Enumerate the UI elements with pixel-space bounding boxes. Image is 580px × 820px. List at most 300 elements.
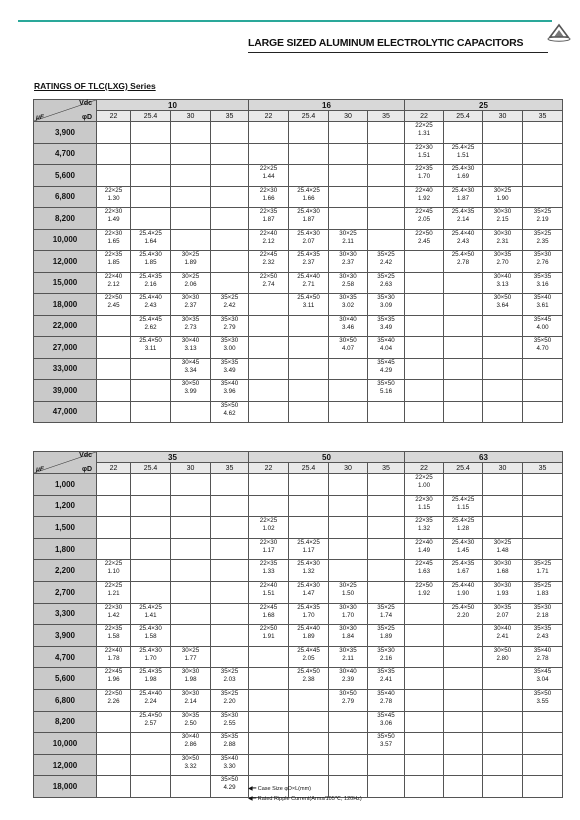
table-row (34, 143, 563, 165)
case-size: 22×45 (104, 668, 123, 676)
case-size: 30×50 (339, 689, 357, 697)
capacitance-cell: 8,200 (34, 208, 97, 230)
rating-cell (405, 294, 444, 316)
rating-cell (329, 581, 368, 603)
rating-cell (289, 474, 329, 496)
rating-cell (249, 380, 289, 402)
rating-cell (483, 251, 523, 273)
rating-cell (329, 625, 368, 647)
ripple-current: 1.21 (107, 589, 120, 597)
rating-cell (444, 646, 483, 668)
rating-cell (405, 711, 444, 733)
case-size: 22×50 (259, 625, 278, 633)
ripple-current: 3.02 (341, 302, 355, 309)
capacitance-cell: 6,800 (34, 689, 97, 711)
table-row (34, 538, 563, 560)
rating-cell (249, 208, 289, 230)
ripple-current: 1.41 (144, 611, 157, 619)
ripple-current: 1.64 (144, 237, 157, 245)
case-size: 30×40 (339, 315, 357, 323)
rating-cell (171, 251, 211, 273)
rating-cell (97, 315, 131, 337)
case-size: 30×25 (181, 251, 200, 258)
case-size: 30×30 (181, 294, 200, 301)
case-size: 25.4×40 (139, 689, 162, 697)
rating-cell (523, 337, 563, 359)
diameter-header: 35 (523, 111, 563, 122)
rating-cell (97, 625, 131, 647)
ripple-current: 1.51 (456, 151, 470, 159)
rating-cell (171, 668, 211, 690)
rating-cell (289, 186, 329, 208)
rating-cell (405, 186, 444, 208)
rating-cell (405, 337, 444, 359)
diameter-header: 25.4 (131, 463, 171, 474)
ripple-current: 1.58 (144, 633, 157, 641)
case-size: 35×35 (533, 625, 552, 633)
rating-cell (289, 337, 329, 359)
rating-cell (211, 401, 249, 423)
rating-cell (97, 229, 131, 251)
ripple-current: 2.80 (496, 654, 509, 662)
ripple-current: 2.74 (262, 280, 275, 288)
case-size: 22×45 (259, 603, 278, 611)
rating-cell (444, 733, 483, 755)
ripple-current: 2.37 (302, 259, 315, 266)
case-size: 25.4×30 (139, 625, 162, 633)
case-size: 35×25 (377, 603, 395, 611)
capacitance-cell: 12,000 (34, 251, 97, 273)
rating-cell (405, 122, 444, 144)
ripple-current: 2.14 (184, 697, 197, 705)
case-size: 35×30 (220, 315, 239, 323)
ripple-current: 1.31 (417, 130, 431, 137)
ripple-current: 3.16 (536, 280, 549, 288)
rating-cell (289, 165, 329, 187)
case-size: 22×45 (415, 560, 433, 568)
table-row (34, 208, 563, 230)
case-size: 22×40 (415, 538, 433, 546)
voltage-header: 63 (405, 452, 563, 463)
case-size: 35×25 (377, 251, 395, 258)
rating-cell (329, 560, 368, 582)
ripple-current: 1.92 (417, 194, 431, 202)
rating-cell (97, 733, 131, 755)
case-size: 35×30 (533, 603, 552, 611)
rating-cell (97, 603, 131, 625)
rating-cell (405, 251, 444, 273)
diameter-header: 22 (249, 463, 289, 474)
rating-cell (131, 733, 171, 755)
rating-cell (97, 143, 131, 165)
capacitance-cell: 1,000 (34, 474, 97, 496)
rating-cell (444, 711, 483, 733)
rating-cell (171, 337, 211, 359)
case-size: 30×40 (493, 625, 512, 633)
rating-cell (405, 495, 444, 517)
rating-cell (444, 401, 483, 423)
rating-cell (171, 272, 211, 294)
ripple-current: 2.57 (144, 719, 157, 727)
rating-cell (483, 380, 523, 402)
case-size: 25.4×35 (451, 208, 475, 215)
rating-cell (249, 251, 289, 273)
case-size: 25.4×30 (297, 208, 320, 215)
rating-cell (97, 122, 131, 144)
rating-cell (368, 358, 405, 380)
case-size: 22×30 (415, 143, 433, 151)
rating-cell (368, 517, 405, 539)
table-row (34, 581, 563, 603)
diameter-header: 35 (368, 111, 405, 122)
rating-cell (444, 358, 483, 380)
ripple-current: 1.51 (262, 589, 275, 597)
rating-cell (289, 646, 329, 668)
rating-cell (523, 733, 563, 755)
rating-cell (483, 733, 523, 755)
case-size: 25.4×40 (297, 272, 320, 280)
rating-cell (405, 581, 444, 603)
ripple-current: 2.05 (417, 216, 431, 223)
capacitance-cell: 27,000 (34, 337, 97, 359)
case-size: 25.4×40 (451, 229, 475, 237)
ripple-current: 2.62 (144, 323, 157, 331)
capacitance-cell: 33,000 (34, 358, 97, 380)
case-size: 25.4×25 (139, 603, 162, 611)
rating-cell (171, 186, 211, 208)
rating-cell (289, 143, 329, 165)
case-size: 25.4×30 (451, 165, 475, 172)
case-size: 30×30 (493, 208, 512, 215)
rating-cell (444, 165, 483, 187)
ripple-current: 3.96 (223, 388, 236, 395)
rating-cell (131, 754, 171, 776)
ripple-current: 2.78 (456, 259, 470, 266)
header-corner-cell (34, 452, 97, 474)
case-size: 25.4×50 (297, 294, 320, 301)
rating-cell (368, 315, 405, 337)
diameter-header: 22 (97, 463, 131, 474)
rating-cell (131, 380, 171, 402)
case-size: 35×40 (533, 646, 552, 654)
rating-cell (368, 294, 405, 316)
table-row (34, 358, 563, 380)
table-row (34, 668, 563, 690)
case-size: 35×35 (220, 358, 239, 366)
rating-cell (97, 380, 131, 402)
rating-cell (171, 474, 211, 496)
table-row (34, 294, 563, 316)
ripple-current: 2.58 (341, 280, 355, 288)
rating-cell (523, 294, 563, 316)
rating-cell (211, 603, 249, 625)
case-size: 30×50 (181, 380, 200, 387)
case-size: 30×30 (493, 560, 512, 568)
rating-cell (211, 272, 249, 294)
capacitance-cell: 2,700 (34, 581, 97, 603)
case-size: 25.4×25 (139, 229, 162, 237)
ripple-current: 2.43 (536, 633, 549, 641)
rating-cell (483, 401, 523, 423)
capacitance-cell: 39,000 (34, 380, 97, 402)
ripple-current: 1.78 (107, 654, 120, 662)
capacitance-cell: 15,000 (34, 272, 97, 294)
rating-cell (368, 776, 405, 798)
case-size: 22×35 (415, 165, 433, 172)
capacitance-unit-label: μF (36, 466, 44, 473)
capacitance-cell: 18,000 (34, 776, 97, 798)
rating-cell (405, 603, 444, 625)
ripple-current: 2.11 (342, 237, 354, 245)
rating-cell (329, 517, 368, 539)
rating-cell (523, 165, 563, 187)
case-size: 22×40 (415, 186, 433, 194)
ripple-current: 1.90 (456, 589, 470, 597)
rating-cell (405, 165, 444, 187)
capacitance-cell: 1,800 (34, 538, 97, 560)
rating-cell (329, 358, 368, 380)
rating-cell (171, 538, 211, 560)
case-size: 30×35 (493, 603, 512, 611)
ripple-current: 3.99 (184, 388, 197, 395)
ripple-current: 1.49 (107, 216, 120, 223)
capacitance-cell: 10,000 (34, 733, 97, 755)
rating-cell (483, 143, 523, 165)
rating-cell (249, 625, 289, 647)
rating-cell (368, 272, 405, 294)
rating-cell (405, 474, 444, 496)
rating-cell (289, 122, 329, 144)
ripple-current: 1.50 (341, 589, 355, 597)
rating-cell (444, 495, 483, 517)
ripple-current: 2.20 (223, 697, 236, 705)
rating-cell (368, 646, 405, 668)
diameter-header: 25.4 (289, 463, 329, 474)
ripple-current: 2.78 (379, 697, 393, 705)
ripple-current: 1.15 (456, 503, 470, 511)
ripple-current: 2.79 (341, 697, 355, 705)
case-size: 22×40 (259, 229, 278, 237)
capacitance-cell: 47,000 (34, 401, 97, 423)
rating-cell (171, 143, 211, 165)
rating-cell (249, 754, 289, 776)
rating-cell (329, 689, 368, 711)
ripple-current: 3.11 (144, 345, 157, 352)
case-size: 35×25 (220, 294, 239, 301)
capacitance-cell: 1,200 (34, 495, 97, 517)
ripple-current: 1.92 (417, 589, 431, 597)
diameter-header: 22 (97, 111, 131, 122)
rating-cell (523, 538, 563, 560)
rating-cell (523, 186, 563, 208)
ripple-current: 1.44 (262, 173, 275, 180)
rating-cell (249, 358, 289, 380)
ripple-current: 2.07 (496, 611, 509, 619)
legend-ripple-text: Rated Ripple Current(Arms/105℃, 120Hz) (257, 796, 362, 802)
case-size: 35×45 (533, 668, 552, 676)
rating-cell (368, 668, 405, 690)
case-size: 30×25 (181, 272, 200, 280)
ripple-current: 3.61 (536, 302, 549, 309)
ripple-current: 1.66 (262, 194, 275, 202)
ripple-current: 2.63 (379, 280, 393, 288)
ripple-current: 1.69 (456, 173, 470, 180)
rating-cell (523, 776, 563, 798)
rating-cell (249, 668, 289, 690)
case-size: 22×30 (104, 208, 123, 215)
rating-cell (329, 401, 368, 423)
rating-cell (444, 689, 483, 711)
rating-cell (523, 517, 563, 539)
rating-cell (483, 186, 523, 208)
ripple-current: 1.48 (496, 546, 509, 554)
rating-cell (289, 251, 329, 273)
ripple-current: 2.45 (107, 302, 120, 309)
ripple-current: 2.11 (342, 654, 354, 662)
rating-cell (131, 401, 171, 423)
rating-cell (523, 711, 563, 733)
ripple-current: 1.51 (417, 151, 431, 159)
case-size: 30×40 (181, 337, 200, 344)
rating-cell (444, 186, 483, 208)
rating-cell (523, 315, 563, 337)
diameter-header: 30 (483, 111, 523, 122)
case-size: 25.4×30 (451, 538, 475, 546)
rating-cell (97, 776, 131, 798)
rating-cell (211, 165, 249, 187)
rating-cell (211, 560, 249, 582)
rating-cell (444, 337, 483, 359)
table-row (34, 337, 563, 359)
table-row (34, 560, 563, 582)
rating-cell (289, 560, 329, 582)
rating-cell (97, 517, 131, 539)
diameter-header: 30 (171, 463, 211, 474)
case-size: 35×25 (533, 560, 552, 568)
rating-cell (523, 560, 563, 582)
rating-cell (171, 754, 211, 776)
rating-cell (523, 229, 563, 251)
case-size: 30×50 (181, 754, 200, 762)
case-size: 22×30 (104, 229, 123, 237)
case-size: 30×35 (181, 711, 200, 719)
rating-cell (483, 517, 523, 539)
rating-cell (131, 603, 171, 625)
voltage-header: 16 (249, 100, 405, 111)
ripple-current: 4.00 (536, 323, 549, 331)
rating-cell (368, 495, 405, 517)
ripple-current: 4.07 (341, 345, 355, 352)
case-size: 30×40 (181, 733, 200, 741)
rating-cell (483, 603, 523, 625)
ripple-current: 4.29 (379, 366, 393, 374)
table-row (34, 122, 563, 144)
rating-cell (211, 122, 249, 144)
case-size: 22×50 (104, 689, 123, 697)
rating-cell (329, 538, 368, 560)
case-size: 30×30 (493, 229, 512, 237)
rating-cell (329, 272, 368, 294)
case-size: 35×50 (220, 401, 239, 409)
case-size: 25.4×25 (451, 495, 475, 503)
rating-cell (97, 251, 131, 273)
ripple-current: 1.87 (456, 194, 470, 202)
case-size: 25.4×35 (297, 251, 320, 258)
rating-cell (211, 186, 249, 208)
rating-cell (97, 689, 131, 711)
voltage-header: 25 (405, 100, 563, 111)
case-size: 25.4×35 (139, 668, 162, 676)
ripple-current: 1.98 (184, 676, 197, 684)
ripple-current: 1.47 (302, 589, 315, 597)
rating-cell (405, 776, 444, 798)
diameter-header: 35 (368, 463, 405, 474)
rating-cell (211, 689, 249, 711)
rating-cell (171, 733, 211, 755)
ripple-current: 1.74 (379, 611, 393, 619)
rating-cell (131, 495, 171, 517)
rating-cell (171, 517, 211, 539)
capacitance-cell: 6,800 (34, 186, 97, 208)
rating-cell (97, 646, 131, 668)
rating-cell (249, 538, 289, 560)
rating-cell (97, 538, 131, 560)
case-size: 35×30 (377, 646, 395, 654)
ripple-current: 1.30 (107, 194, 120, 202)
table-row (34, 401, 563, 423)
rating-cell (131, 229, 171, 251)
rating-cell (444, 122, 483, 144)
case-size: 35×25 (377, 272, 395, 280)
ripple-current: 1.68 (262, 611, 275, 619)
rating-cell (368, 625, 405, 647)
rating-cell (131, 272, 171, 294)
case-size: 35×50 (377, 733, 395, 741)
rating-cell (97, 711, 131, 733)
rating-cell (97, 581, 131, 603)
table-row (34, 495, 563, 517)
rating-cell (97, 165, 131, 187)
rating-cell (483, 754, 523, 776)
rating-cell (523, 603, 563, 625)
case-size: 25.4×50 (451, 251, 475, 258)
ripple-current: 2.39 (341, 676, 355, 684)
rating-cell (444, 776, 483, 798)
ripple-current: 1.89 (184, 259, 197, 266)
capacitance-cell: 2,200 (34, 560, 97, 582)
rating-cell (211, 337, 249, 359)
case-size: 35×30 (377, 294, 395, 301)
diameter-header: 25.4 (289, 111, 329, 122)
ripple-current: 1.87 (262, 216, 275, 223)
ripple-current: 2.50 (184, 719, 197, 727)
ripple-current: 1.28 (456, 525, 470, 533)
rating-cell (329, 733, 368, 755)
ripple-current: 1.45 (456, 546, 470, 554)
diameter-header: 30 (171, 111, 211, 122)
rating-cell (444, 560, 483, 582)
ripple-current: 2.41 (496, 633, 509, 641)
case-size: 22×50 (415, 581, 433, 589)
ripple-current: 4.62 (223, 409, 236, 417)
rating-cell (444, 315, 483, 337)
rating-cell (97, 186, 131, 208)
ripple-current: 2.16 (144, 280, 157, 288)
case-size: 35×35 (377, 315, 395, 323)
rating-cell (523, 358, 563, 380)
rating-cell (444, 581, 483, 603)
rating-cell (329, 122, 368, 144)
